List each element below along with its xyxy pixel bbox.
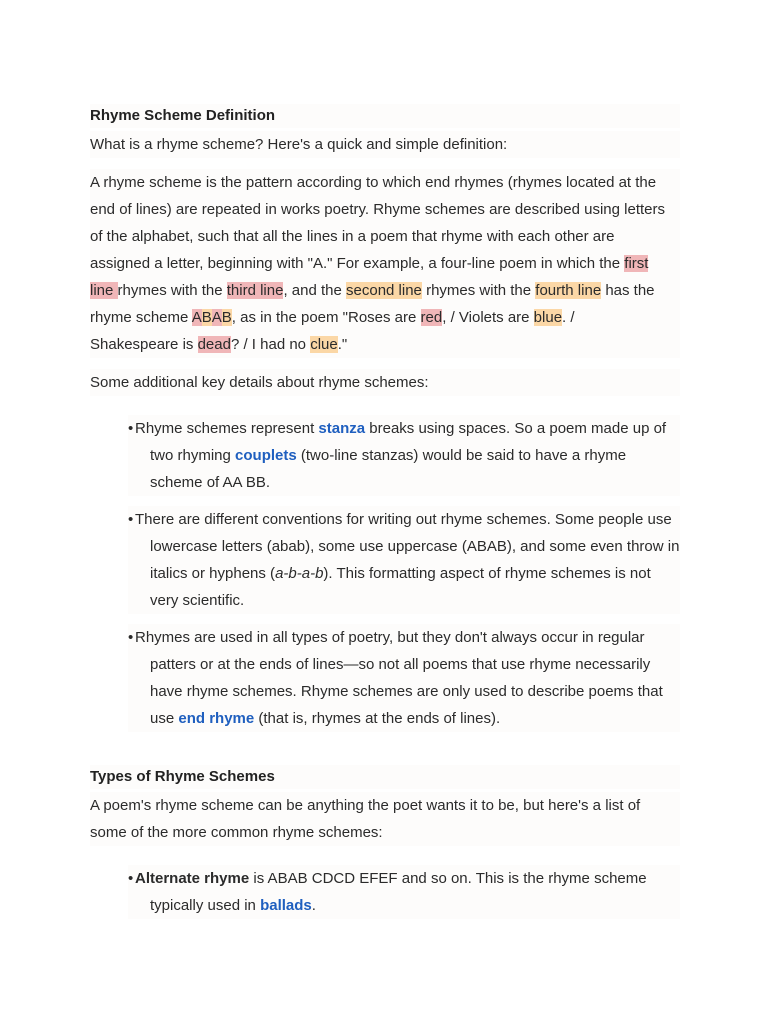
para-text: has the rhyme scheme (90, 282, 655, 326)
highlight-third-line: third line (226, 282, 284, 299)
highlight-b: B (221, 309, 232, 326)
list-item-text: Rhymes are used in all types of poetry, but they don't always occur in regular patters or at the ends of lines—so not all poems that use rhyme necessarily have rhyme schemes. Rhyme schemes are only used to describe poems that use (135, 629, 663, 727)
highlight-b: B (201, 309, 212, 326)
para-text: , as in the poem "Roses are (231, 309, 421, 326)
details-intro: Some additional key details about rhyme schemes: (90, 369, 680, 396)
italic-example: a-b-a-b (275, 565, 324, 582)
list-item-text: . (311, 897, 316, 914)
list-item (128, 415, 680, 496)
para-text: A rhyme scheme is the pattern according to which end rhymes (rhymes located at the end of lines) are repeated in works poetry. Rhyme schemes are described using letters of the alphabet, such that all the lines in a poem that rhyme with each other are assigned a letter, beginning with "A." For example, a four-line poem in which the (90, 174, 666, 272)
highlight-red: red (420, 309, 443, 326)
list-item-text: ). This formatting aspect of rhyme schemes is not very scientific. (150, 565, 651, 609)
list-item-text: (that is, rhymes at the ends of lines). (254, 710, 501, 727)
list-item (128, 506, 680, 614)
highlight-first-line: first line (90, 255, 649, 299)
section-heading-types: Types of Rhyme Schemes (90, 765, 680, 789)
highlight-second-line: second line (346, 282, 422, 299)
stanza-link[interactable]: stanza (318, 420, 366, 437)
ballads-link[interactable]: ballads (260, 897, 312, 914)
list-item-text: breaks using spaces. So a poem made up of two rhyming (150, 420, 667, 464)
highlight-blue: blue (533, 309, 563, 326)
highlight-a: A (191, 309, 202, 326)
end-rhyme-link[interactable]: end rhyme (178, 710, 255, 727)
list-item-text: is ABAB CDCD EFEF and so on. This is the rhyme scheme typically used in (150, 870, 647, 914)
bullet-icon: • (128, 420, 134, 437)
para-text: rhymes with the (117, 282, 227, 299)
term-alternate-rhyme: Alternate rhyme (135, 870, 250, 887)
highlight-a: A (211, 309, 222, 326)
intro-text: What is a rhyme scheme? Here's a quick and simple definition: (90, 131, 680, 158)
bullet-icon: • (128, 870, 134, 887)
list-item-text: There are different conventions for writing out rhyme schemes. Some people use lowercase letters (abab), some use uppercase (ABAB), and some even throw in italics or hyphens ( (135, 511, 680, 582)
bullet-icon: • (128, 629, 134, 646)
couplets-link[interactable]: couplets (235, 447, 297, 464)
para-text: , and the (283, 282, 347, 299)
highlight-fourth-line: fourth line (535, 282, 602, 299)
bullet-icon: • (128, 511, 134, 528)
para-text: . / Shakespeare is (90, 309, 575, 353)
para-text: ? / I had no (230, 336, 311, 353)
section-heading-definition: Rhyme Scheme Definition (90, 104, 680, 128)
types-intro: A poem's rhyme scheme can be anything the poet wants it to be, but here's a list of some of the more common rhyme schemes: (90, 792, 680, 846)
highlight-dead: dead (197, 336, 231, 353)
list-item (128, 865, 680, 919)
list-item (128, 624, 680, 732)
highlight-clue: clue (310, 336, 338, 353)
para-text: , / Violets are (442, 309, 534, 326)
list-item-text: Rhyme schemes represent (135, 420, 319, 437)
list-item-text: (two-line stanzas) would be said to have a rhyme scheme of AA BB. (150, 447, 627, 491)
para-text: rhymes with the (421, 282, 536, 299)
para-text: ." (337, 336, 348, 353)
definition-paragraph (90, 169, 680, 358)
